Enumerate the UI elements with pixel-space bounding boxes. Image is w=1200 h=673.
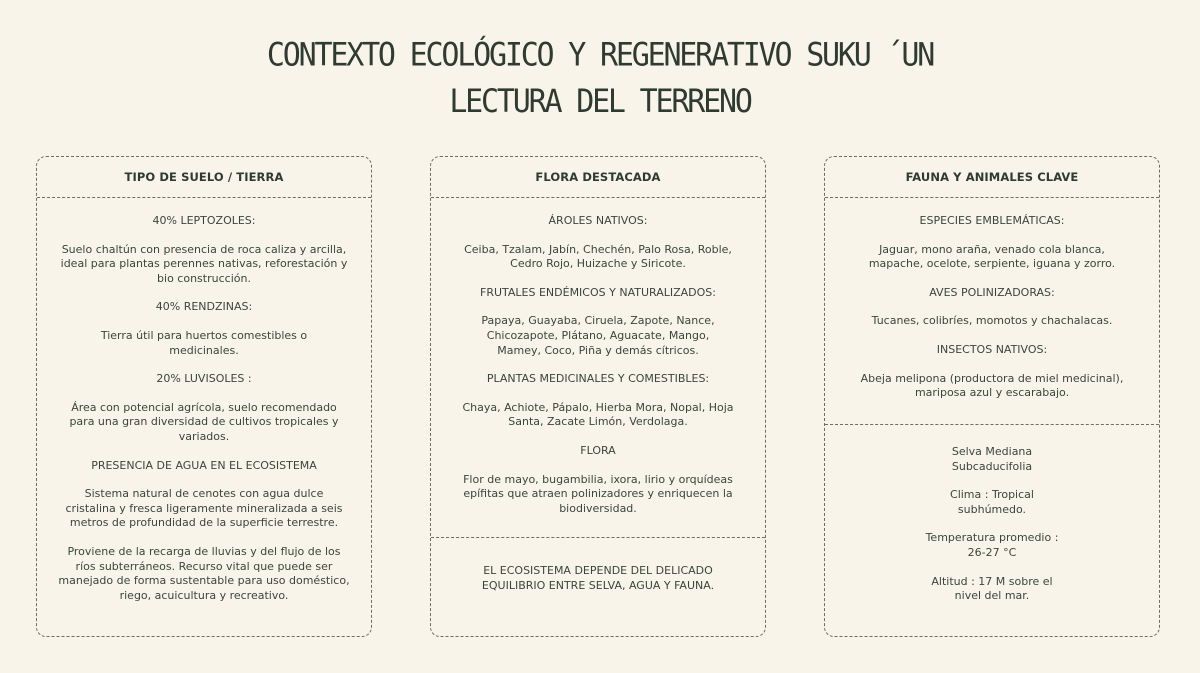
water-heading: PRESENCIA DE AGUA EN EL ECOSISTEMA [91, 458, 317, 472]
card-fauna-footer [825, 424, 1159, 636]
card-soil-body [37, 198, 371, 617]
species-heading: ESPECIES EMBLEMÁTICAS: [919, 214, 1065, 227]
card-flora-footer [431, 537, 765, 636]
temperature: Temperatura promedio : 26-27 °C [925, 531, 1059, 559]
medicinal-text: Chaya, Achiote, Pápalo, Hierba Mora, Nopal, Hoja Santa, Zacate Limón, Verdolaga. [462, 400, 734, 429]
card-flora [430, 156, 766, 637]
water-text-2: Proviene de la recarga de lluvias y del flujo de los ríos subterráneos. Recurso vital que puede ser manejado de forma sustentable para uso doméstico, riego, acuicultura y recreativo. [58, 544, 350, 602]
medicinal-heading: PLANTAS MEDICINALES Y COMESTIBLES: [486, 372, 710, 386]
birds-text: Tucanes, colibríes, momotos y chachalacas. [871, 314, 1113, 328]
card-fauna [824, 156, 1160, 637]
luvisoles-heading: 20% LUVISOLES : [156, 372, 252, 386]
altitude: Altitud : 17 M sobre el nivel del mar. [931, 574, 1053, 603]
card-flora-body [431, 198, 765, 537]
card-fauna-header: FAUNA Y ANIMALES CLAVE [825, 157, 1159, 198]
page-title [0, 32, 1200, 125]
rendzinas-heading: 40% RENDZINAS: [155, 300, 253, 314]
page-title-line-2: LECTURA DEL TERRENO [449, 82, 751, 121]
native-trees-text: Ceiba, Tzalam, Jabín, Chechén, Palo Rosa, Roble, Cedro Rojo, Huizache y Siricote. [464, 242, 732, 271]
species-text: Jaguar, mono araña, venado cola blanca, mapache, ocelote, serpiente, iguana y zorro. [868, 242, 1116, 271]
flora-text: Flor de mayo, bugambilia, ixora, lirio y orquídeas epífitas que atraen polinizadores y enriquecen la biodiversidad. [463, 472, 733, 515]
rendzinas-text: Tierra útil para huertos comestibles o medicinales. [100, 328, 308, 357]
leptozoles-heading: 40% LEPTOZOLES: [152, 214, 256, 227]
leptozoles-text: Suelo chaltún con presencia de roca caliza y arcilla, ideal para plantas perennes nativas, reforestación y bio construcción. [60, 242, 348, 285]
forest-type: Selva Mediana Subcaducifolia [951, 445, 1033, 473]
fruits-heading: FRUTALES ENDÉMICOS Y NATURALIZADOS: [480, 285, 716, 299]
card-flora-header: FLORA DESTACADA [431, 157, 765, 198]
fruits-text: Papaya, Guayaba, Ciruela, Zapote, Nance, Chicozapote, Plátano, Aguacate, Mango, Mamey, Coco, Piña y demás cítricos. [481, 314, 715, 357]
card-soil [36, 156, 372, 637]
climate: Clima : Tropical subhúmedo. [950, 488, 1034, 516]
luvisoles-text: Área con potencial agrícola, suelo recomendado para una gran diversidad de cultivos tropicales y variados. [69, 400, 339, 443]
ecosystem-note: EL ECOSISTEMA DEPENDE DEL DELICADO EQUILIBRIO ENTRE SELVA, AGUA Y FAUNA. [481, 564, 715, 592]
native-trees-heading: ÁROLES NATIVOS: [548, 214, 648, 227]
card-soil-header: TIPO DE SUELO / TIERRA [37, 157, 371, 198]
insects-heading: INSECTOS NATIVOS: [936, 342, 1048, 356]
card-fauna-body [825, 198, 1159, 424]
flora-heading: FLORA [580, 443, 616, 457]
water-text-1: Sistema natural de cenotes con agua dulce cristalina y fresca ligeramente mineralizada a seis metros de profundidad de la superficie terrestre. [65, 487, 343, 530]
birds-heading: AVES POLINIZADORAS: [929, 285, 1055, 299]
insects-text: Abeja melipona (productora de miel medicinal), mariposa azul y escarabajo. [860, 371, 1124, 400]
page-title-line-1: CONTEXTO ECOLÓGICO Y REGENERATIVO SUKU ´UN [266, 36, 934, 75]
